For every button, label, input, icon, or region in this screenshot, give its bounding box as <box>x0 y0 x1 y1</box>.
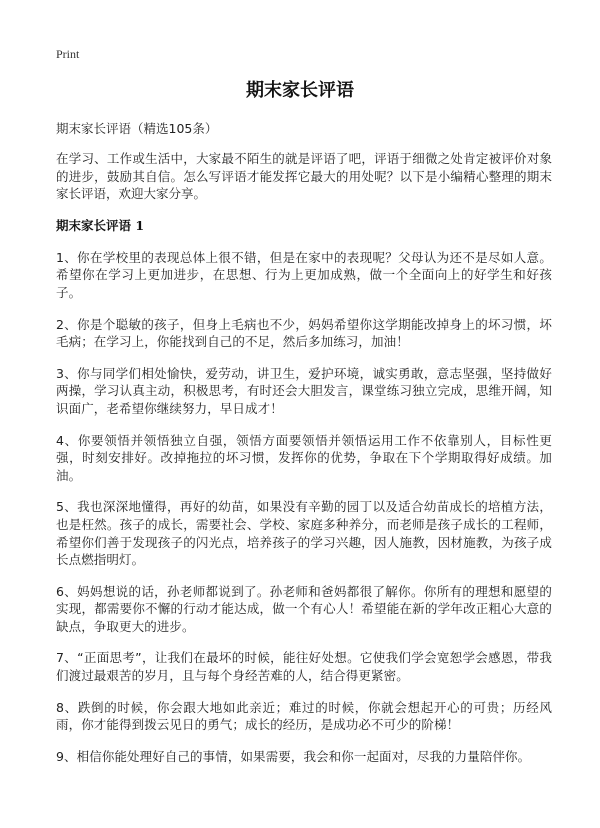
intro-paragraph: 在学习、工作或生活中，大家最不陌生的就是评语了吧，评语于细微之处肯定被评价对象的进步，鼓励其自信。怎么写评语才能发挥它最大的用处呢？以下是小编精心整理的期末家长评语，欢迎大家分享。 <box>56 151 552 202</box>
print-link[interactable]: Print <box>56 47 80 61</box>
comment-item-3: 3、你与同学们相处愉快，爱劳动，讲卫生，爱护环境，诚实勇敢，意志坚强，坚持做好两操，学习认真主动，积极思考，有时还会大胆发言，课堂练习独立完成，思维开阔，知识面广，老希望你继续努力，早日成才！ <box>56 365 552 416</box>
comment-item-4: 4、你要领悟并领悟独立自强，领悟方面要领悟并领悟运用工作不依靠别人，目标性更强，时刻安排好。改掉拖拉的坏习惯，发挥你的优势，争取在下个学期取得好成绩。加油。 <box>56 432 552 483</box>
section-heading: 期末家长评语 1 <box>56 217 145 233</box>
comment-item-5: 5、我也深深地懂得，再好的幼苗，如果没有辛勤的园丁以及适合幼苗成长的培植方法，也是枉然。孩子的成长，需要社会、学校、家庭多种养分，而老师是孩子成长的工程师，希望你们善于发现孩子的闪光点，培养孩子的学习兴趣，因人施教，因材施教，为孩子成长点燃指明灯。 <box>56 499 552 568</box>
comment-item-8: 8、跌倒的时候，你会跟大地如此亲近；难过的时候，你就会想起开心的可贵；历经风雨，你才能得到拨云见日的勇气；成长的经历，是成功必不可少的阶梯！ <box>56 699 552 733</box>
document-body <box>56 120 552 779</box>
comment-item-7: 7、“正面思考”，让我们在最坏的时候，能往好处想。它使我们学会宽恕学会感恩，带我们渡过最艰苦的岁月，且与每个身经苦难的人，结合得更紧密。 <box>56 650 552 684</box>
comment-item-1: 1、你在学校里的表现总体上很不错，但是在家中的表现呢？父母认为还不是尽如人意。希望你在学习上更加进步，在思想、行为上更加成熟，做一个全面向上的好学生和好孩子。 <box>56 249 552 300</box>
comment-item-9: 9、相信你能处理好自己的事情，如果需要，我会和你一起面对，尽我的力量陪伴你。 <box>56 748 531 764</box>
comment-item-6: 6、妈妈想说的话，孙老师都说到了。孙老师和爸妈都很了解你。你所有的理想和愿望的实现，都需要你不懈的行动才能达成，做一个有心人！希望能在新的学年改正粗心大意的缺点，争取更大的进步。 <box>56 583 552 634</box>
comment-item-2: 2、你是个聪敏的孩子，但身上毛病也不少，妈妈希望你这学期能改掉身上的坏习惯，坏毛病；在学习上，你能找到自己的不足，然后多加练习，加油！ <box>56 316 552 350</box>
page-title: 期末家长评语 <box>246 80 354 101</box>
document-subtitle: 期末家长评语（精选105条） <box>56 121 218 136</box>
